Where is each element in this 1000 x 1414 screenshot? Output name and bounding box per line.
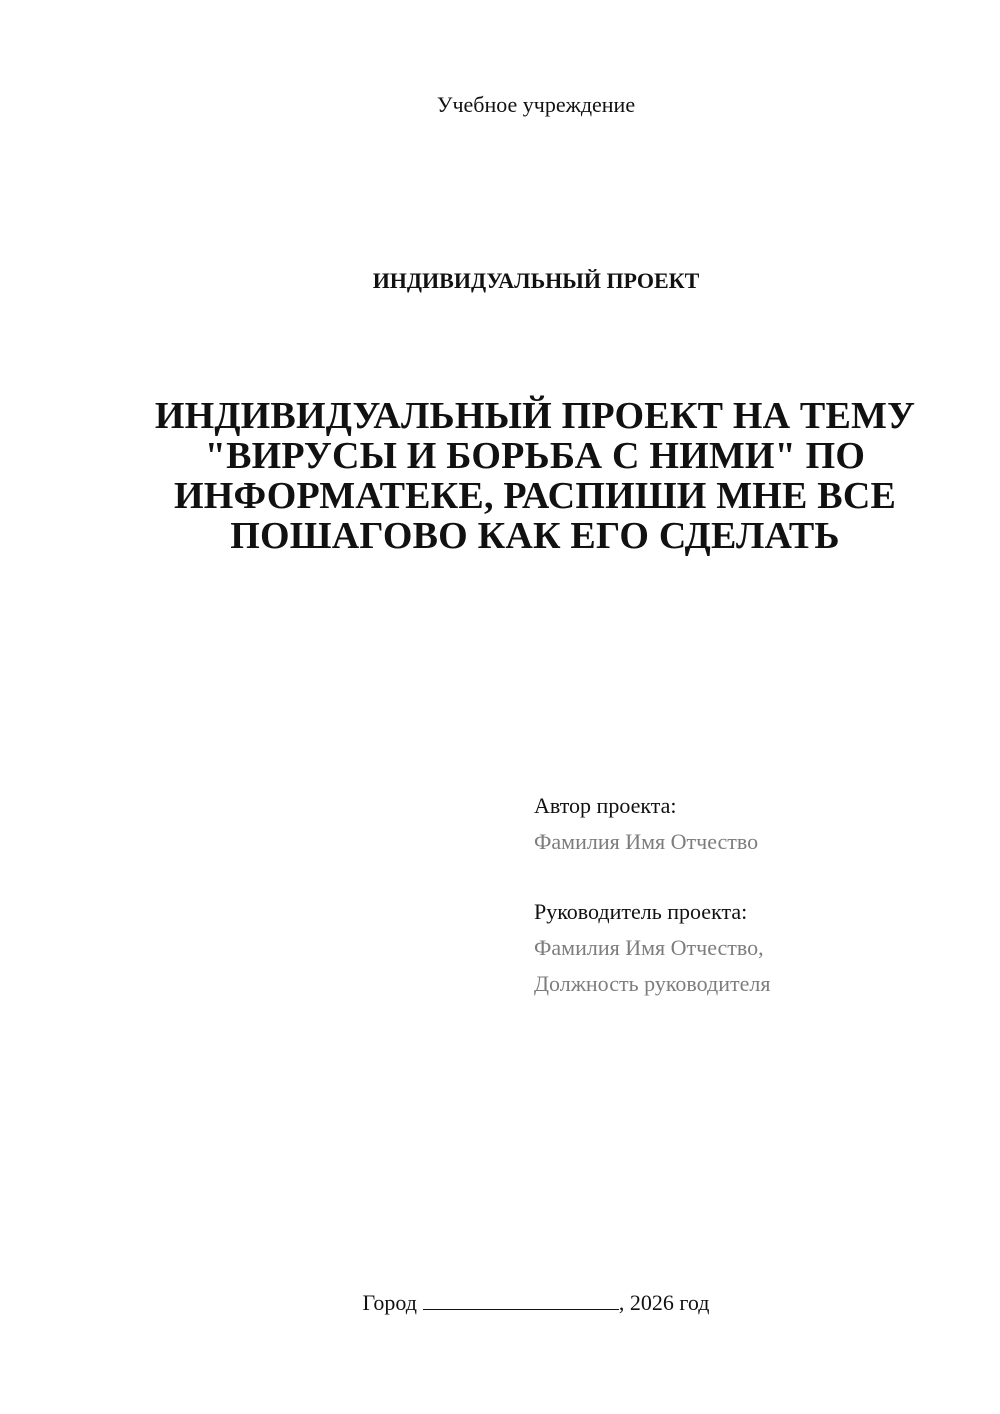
- supervisor-label: Руководитель проекта:: [534, 899, 748, 924]
- project-title-line: ПОШАГОВО КАК ЕГО СДЕЛАТЬ: [230, 515, 840, 557]
- authors-block: [534, 788, 964, 1002]
- supervisor-position: Должность руководителя: [534, 971, 771, 996]
- author-name: Фамилия Имя Отчество: [534, 829, 759, 854]
- project-title-line: ИНДИВИДУАЛЬНЫЙ ПРОЕКТ НА ТЕМУ: [154, 395, 916, 437]
- author-label: Автор проекта:: [534, 793, 677, 818]
- project-title: [140, 396, 930, 556]
- document-type: ИНДИВИДУАЛЬНЫЙ ПРОЕКТ: [372, 268, 700, 293]
- supervisor-name: Фамилия Имя Отчество,: [534, 935, 764, 960]
- project-title-line: "ВИРУСЫ И БОРЬБА С НИМИ" ПО: [204, 435, 866, 477]
- year-text: , 2026 год: [618, 1290, 710, 1315]
- institution-name: Учебное учреждение: [436, 92, 636, 117]
- city-blank-line: [423, 1291, 619, 1310]
- project-title-line: ИНФОРМАТЕКЕ, РАСПИШИ МНЕ ВСЕ: [173, 475, 897, 517]
- city-year-line: [72, 1290, 1000, 1316]
- city-label: Город: [362, 1290, 417, 1315]
